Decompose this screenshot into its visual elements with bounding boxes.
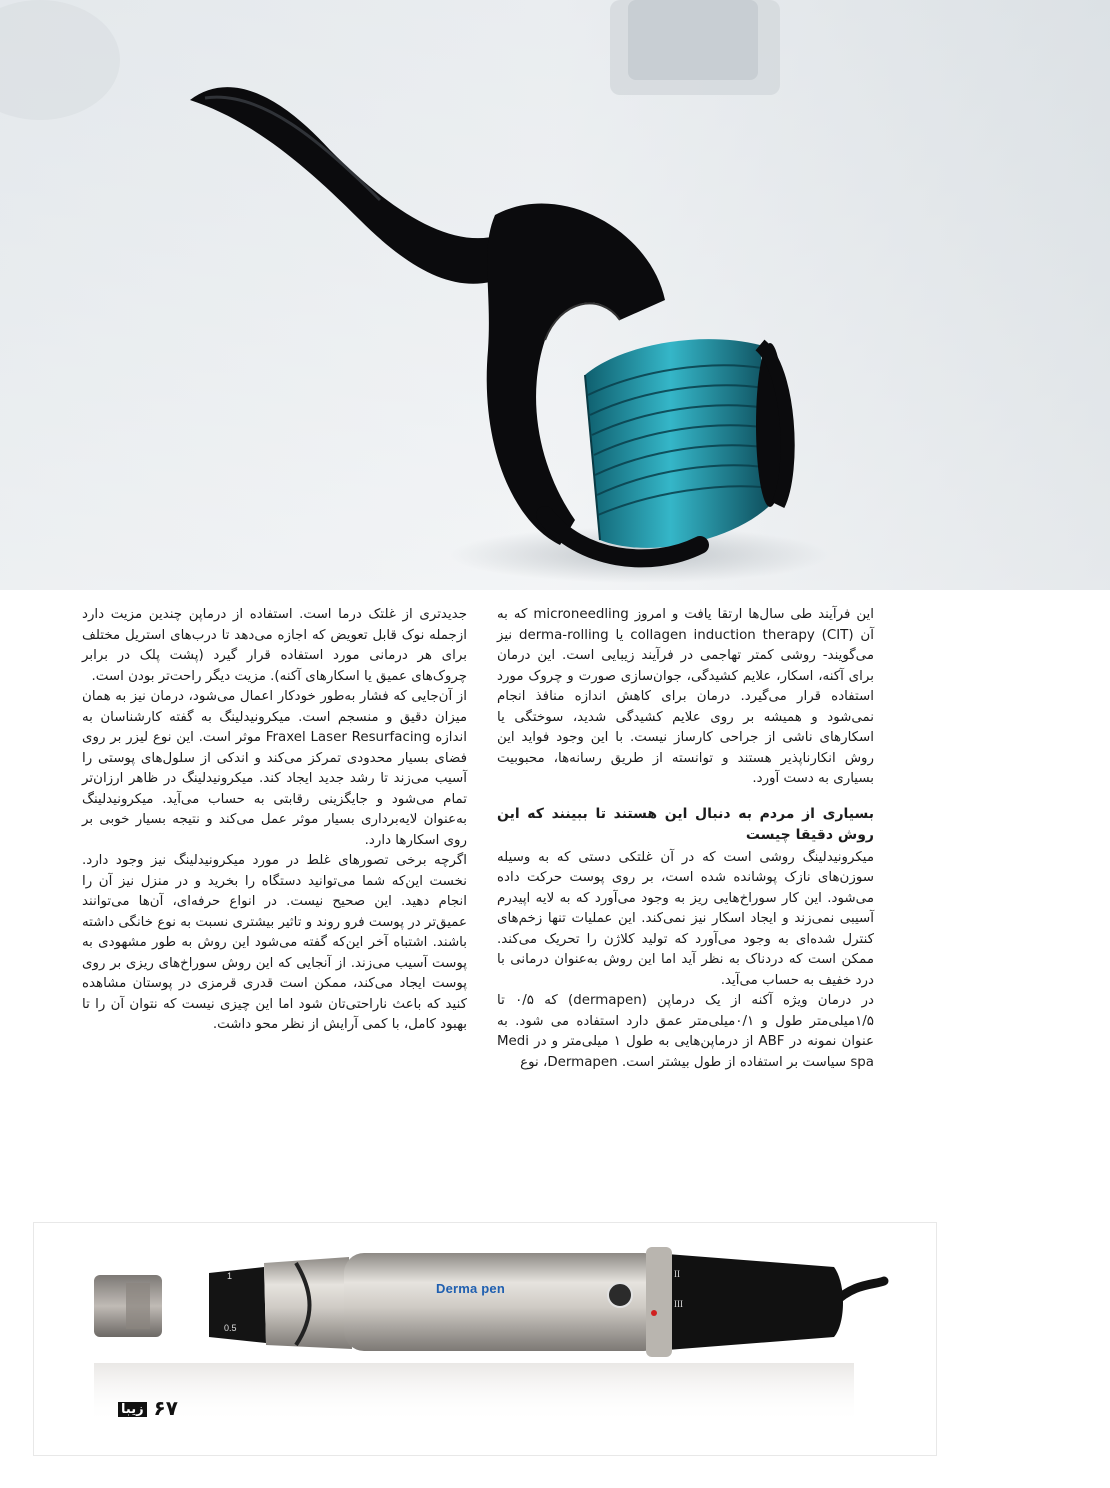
dial-mark: II	[674, 1269, 680, 1279]
dermapen-illustration	[34, 1223, 936, 1455]
dial-mark: 0.5	[224, 1323, 237, 1333]
article-paragraph: جدیدتری از غلتک درما است. استفاده از درماپن چندین مزیت دارد ازجمله نوک قابل تعویض که اجازه می‌دهد تا درب‌های استریل مختلف برای هر درمانی مورد استفاده قرار گیرد (پشت پلک در برابر چروک‌های عمیق یا اسکارهای آکنه). مزیت دیگر راحت‌تر بودن است.	[82, 607, 467, 684]
derma-roller-illustration	[0, 0, 1110, 590]
article-paragraph: میکرونیدلینگ روشی است که در آن غلتکی دستی که به وسیله سوزن‌های نازک پوشانده شده است، بر روی پوست حرکت داده می‌شود. این کار سوراخ‌هایی ریز به وجود می‌آورد که به لایه اپیدرم آسیبی نمی‌زند و ایجاد اسکار نیز نمی‌کند. این عملیات تنها زخم‌های کنترل شده‌ای به وجود می‌آورد که تولید کلاژن را تحریک می‌کند. ممکن است که دردناک به نظر آید اما این روش به‌عنوان درمانی با درد خفیف به حساب می‌آید.	[497, 849, 874, 988]
page-number: ۶۷	[153, 1396, 178, 1420]
article-left-column	[82, 605, 467, 1036]
dermapen-brand-label: Derma pen	[436, 1281, 505, 1296]
dial-mark: 1	[227, 1271, 233, 1281]
article-paragraph: از آن‌جایی که فشار به‌طور خودکار اعمال می‌شود، درمان نیز به همان میزان دقیق و منسجم است. میکرونیدلینگ به گفته کارشناسان به اندازه Fraxel Laser Resurfacing موثر است. این نوع لیزر بر روی فضای بسیار محدودی تمرکز می‌کند و اندکی از سلول‌های پوستی را آسیب می‌زند تا رشد جدید ایجاد کند. میکرونیدلینگ در ظاهر ارزان‌تر تمام می‌شود و جایگزینی رقابتی به حساب می‌آید. میکرونیدلینگ به‌عنوان لایه‌برداری بسیار موثر عمل می‌کند و نتیجه بسیار خوبی بر روی اسکارها دارد.	[82, 689, 467, 848]
section-heading: بسیاری از مردم به دنبال این هستند تا ببینند که این روش دقیقا چیست	[497, 805, 874, 843]
magazine-logo: زیبا	[118, 1402, 147, 1417]
article-intro-paragraph: این فرآیند طی سال‌ها ارتقا یافت و امروز microneedling که به آن collagen induction therapy (CIT) یا derma-rolling نیز می‌گویند- روشی کمتر تهاجمی در فرآیند زیبایی است. این درمان برای آکنه، اسکار، علایم کشیدگی، جوان‌سازی صورت و چروک مورد استفاده قرار می‌گیرد. درمان برای کاهش اندازه منافذ انجام نمی‌شود و همیشه بر روی علایم کشیدگی شدید، سوختگی یا اسکارهای ناشی از جراحی کارساز نیست. با این وجود فواید این روش انکارناپذیر هستند و توانسته از طریق رسانه‌ها، محبوبیت بسیاری به دست آورد.	[497, 607, 874, 786]
article-paragraph: در درمان ویژه آکنه از یک درماپن (dermapen) که ۰/۵ تا ۱/۵میلی‌متر طول و ۰/۱میلی‌متر عمق دارد استفاده می شود. به عنوان نمونه در ABF از درماپن‌هایی به طول ۱ میلی‌متر و در Medi spa سیاست بر استفاده از طول بیشتر است. Dermapen، نوع	[497, 993, 874, 1070]
article-paragraph: اگرچه برخی تصورهای غلط در مورد میکرونیدلینگ نیز وجود دارد. نخست این‌که شما می‌توانید دستگاه را بخرید و در منزل نیز آن را انجام دهید. این صحیح نیست. در انواع حرفه‌ای، آن‌ها می‌توانند عمیق‌تر در پوست فرو روند و تاثیر بیشتری نسبت به نوع خانگی داشته باشند. اشتباه آخر این‌که گفته می‌شود این روش به طور مشهودی به پوست آسیب می‌زند. از آنجایی که این روش سوراخ‌های ریزی بر روی پوست ایجاد می‌کند، ممکن است قدری قرمزی در پوستان مشاهده کنید که باعث ناراحتی‌تان شود اما این چیزی نیست که نتوان آن را تا بهبود کامل، با کمی آرایش از نظر محو داشت.	[82, 853, 467, 1032]
dial-mark: III	[674, 1299, 683, 1309]
dermapen-photo	[33, 1222, 937, 1456]
article-right-column	[497, 605, 874, 1073]
page-folio	[118, 1396, 178, 1420]
derma-roller-photo	[0, 0, 1110, 590]
